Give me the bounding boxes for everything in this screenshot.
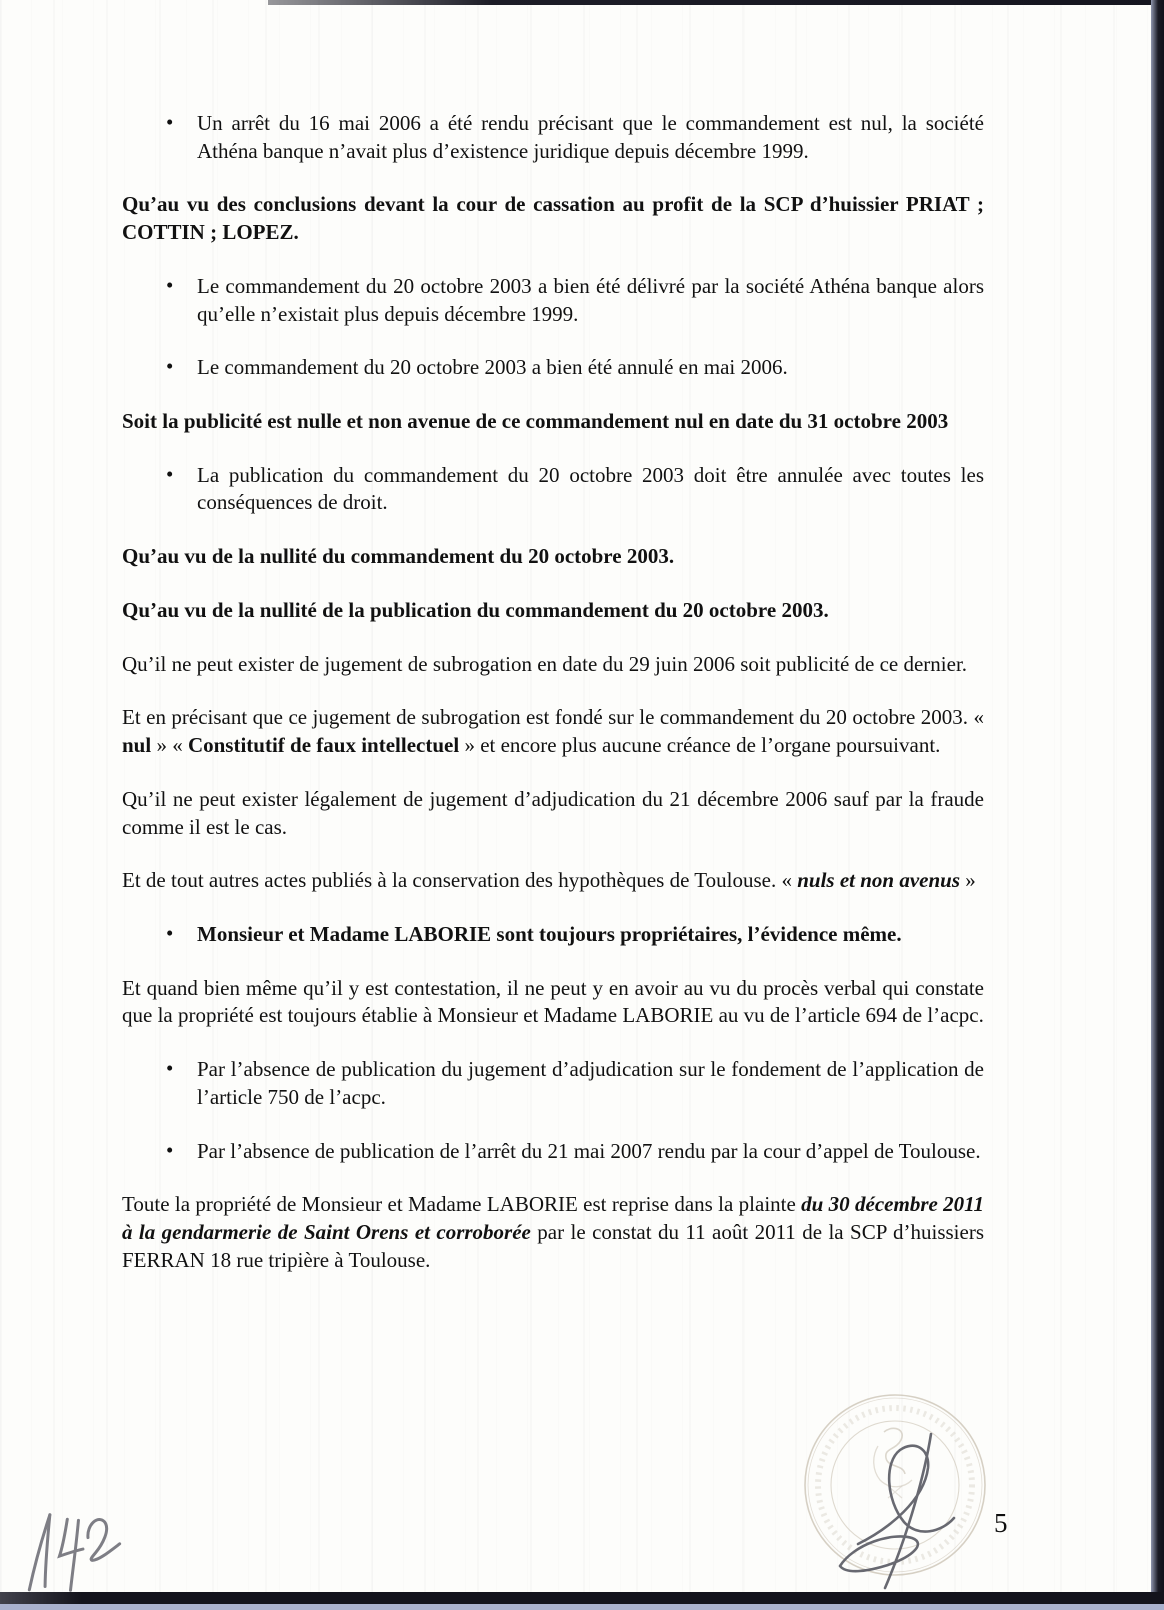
handwritten-note (12, 1497, 132, 1602)
text-run: Qu’il ne peut exister légalement de jugement d’adjudication du 21 décembre 2006 sauf par la fraude comme il est le cas. (122, 786, 984, 839)
text-run: Le commandement du 20 octobre 2003 a bien été délivré par la société Athéna banque alors qu’elle n’existait plus depuis décembre 1999. (197, 273, 984, 326)
signature-icon (806, 1416, 991, 1601)
text-run: Constitutif de faux intellectuel (187, 733, 460, 758)
text-run: Et quand bien même qu’il y est contestation, il ne peut y en avoir au vu du procès verbal qui constate que la propriété est toujours établie à Monsieur et Madame LABORIE au vu de l’article 694 de l’acpc. (122, 975, 984, 1028)
bullet-item (166, 273, 984, 328)
text-run: Et de tout autres actes publiés à la conservation des hypothèques de Toulouse. « (122, 868, 798, 893)
text-run: Qu’au vu de la nullité du commandement du 20 octobre 2003. (122, 544, 675, 569)
bullet-item (166, 921, 984, 949)
text-run: Et en précisant que ce jugement de subrogation est fondé sur le commandement du 20 octobre 2003. « (122, 705, 984, 730)
scan-edge-top (268, 0, 1164, 5)
document-content (122, 110, 984, 1300)
paragraph (122, 704, 984, 759)
bullet-icon: • (166, 1056, 174, 1081)
bullet-icon: • (166, 272, 174, 297)
bullet-item (166, 354, 984, 382)
bullet-icon: • (166, 1137, 174, 1162)
bullet-icon: • (166, 354, 174, 379)
heading-paragraph (122, 597, 984, 625)
bullet-icon: • (166, 461, 174, 486)
bullet-item (166, 1056, 984, 1111)
text-run: Par l’absence de publication du jugement d’adjudication sur le fondement de l’application de l’article 750 de l’acpc. (197, 1057, 984, 1109)
text-run: Monsieur et Madame LABORIE sont toujours propriétaires, l’évidence même. (197, 921, 902, 946)
bullet-item (166, 1138, 984, 1166)
bullet-item (166, 462, 984, 517)
text-run: Qu’au vu de la nullité de la publication du commandement du 20 octobre 2003. (122, 597, 829, 622)
text-run: Un arrêt du 16 mai 2006 a été rendu précisant que le commandement est nul, la société Athéna banque n’avait plus d’existence juridique depuis décembre 1999. (197, 111, 984, 163)
heading-paragraph (122, 191, 984, 246)
bullet-icon: • (166, 110, 174, 134)
paragraph (122, 786, 984, 841)
text-run: Toute la propriété de Monsieur et Madame LABORIE est reprise dans la plainte (122, 1192, 802, 1217)
text-run: du 30 décembre 2011 à la gendarmerie de Saint Orens et corroborée (122, 1192, 985, 1244)
scan-edge-bottom-glow (0, 1604, 1164, 1610)
text-run: Soit la publicité est nulle et non avenue de ce commandement nul en date du 31 octobre 2003 (122, 409, 949, 434)
text-run: » « (151, 733, 188, 758)
page-number: 5 (994, 1508, 1008, 1538)
text-run: Qu’au vu des conclusions devant la cour de cassation au profit de la SCP d’huissier PRIAT ; COTTIN ; LOPEZ. (122, 192, 984, 245)
bullet-icon: • (166, 920, 174, 945)
text-run: Le commandement du 20 octobre 2003 a bien été annulé en mai 2006. (197, 355, 788, 380)
paragraph (122, 651, 984, 679)
paragraph (122, 1191, 984, 1274)
scan-edge-right (1151, 0, 1164, 1610)
text-run: par le constat du 11 août 2011 de la SCP d’huissiers FERRAN 18 rue tripière à Toulouse. (122, 1219, 985, 1272)
text-run: La publication du commandement du 20 octobre 2003 doit être annulée avec toutes les conséquences de droit. (197, 462, 984, 515)
paragraph (122, 867, 984, 895)
text-run: nul (122, 733, 152, 758)
text-run: » (960, 868, 976, 893)
text-run: Qu’il ne peut exister de jugement de subrogation en date du 29 juin 2006 soit publicité de ce dernier. (122, 651, 968, 676)
heading-paragraph (122, 543, 984, 571)
scan-edge-bottom (0, 1592, 1164, 1604)
text-run: nuls et non avenus (797, 868, 961, 893)
bullet-item (166, 110, 984, 165)
paragraph (122, 975, 984, 1030)
heading-paragraph (122, 408, 984, 436)
text-run: » et encore plus aucune créance de l’organe poursuivant. (459, 733, 941, 758)
text-run: Par l’absence de publication de l’arrêt du 21 mai 2007 rendu par la cour d’appel de Toulouse. (197, 1138, 981, 1163)
